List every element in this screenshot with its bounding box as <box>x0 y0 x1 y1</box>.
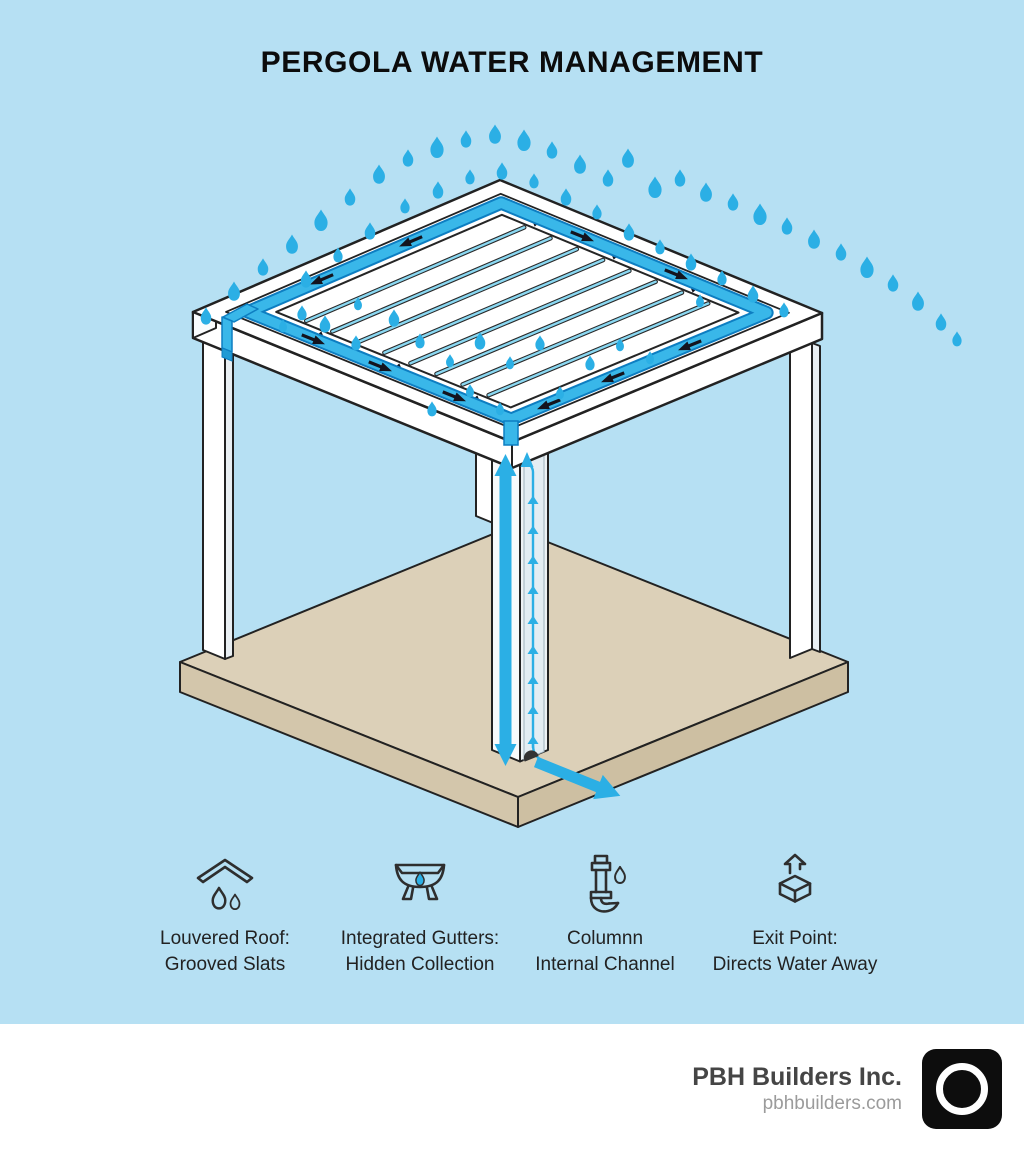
legend-item-louvered-roof <box>115 852 335 978</box>
circle-ring-logo <box>936 1063 988 1115</box>
company-name: PBH Builders Inc. <box>692 1063 902 1091</box>
louvered-roof-icon <box>193 852 257 916</box>
legend-label: Louvered Roof: Grooved Slats <box>160 928 290 975</box>
exit-point-icon <box>763 852 827 916</box>
column-channel-icon <box>573 852 637 916</box>
footer <box>0 1024 1024 1154</box>
page-title: PERGOLA WATER MANAGEMENT <box>260 46 764 79</box>
integrated-gutters-icon <box>388 852 452 916</box>
footer-text <box>692 1062 902 1116</box>
company-website: pbhbuilders.com <box>762 1093 902 1114</box>
legend-label: Integrated Gutters: Hidden Collection <box>340 928 500 975</box>
legend-label: Exit Point: Directs Water Away <box>712 928 878 975</box>
legend-item-exit-point <box>685 852 905 978</box>
company-logo <box>922 1049 1002 1129</box>
legend-item-column-channel <box>495 852 715 978</box>
legend-label: Columnn Internal Channel <box>535 928 675 975</box>
